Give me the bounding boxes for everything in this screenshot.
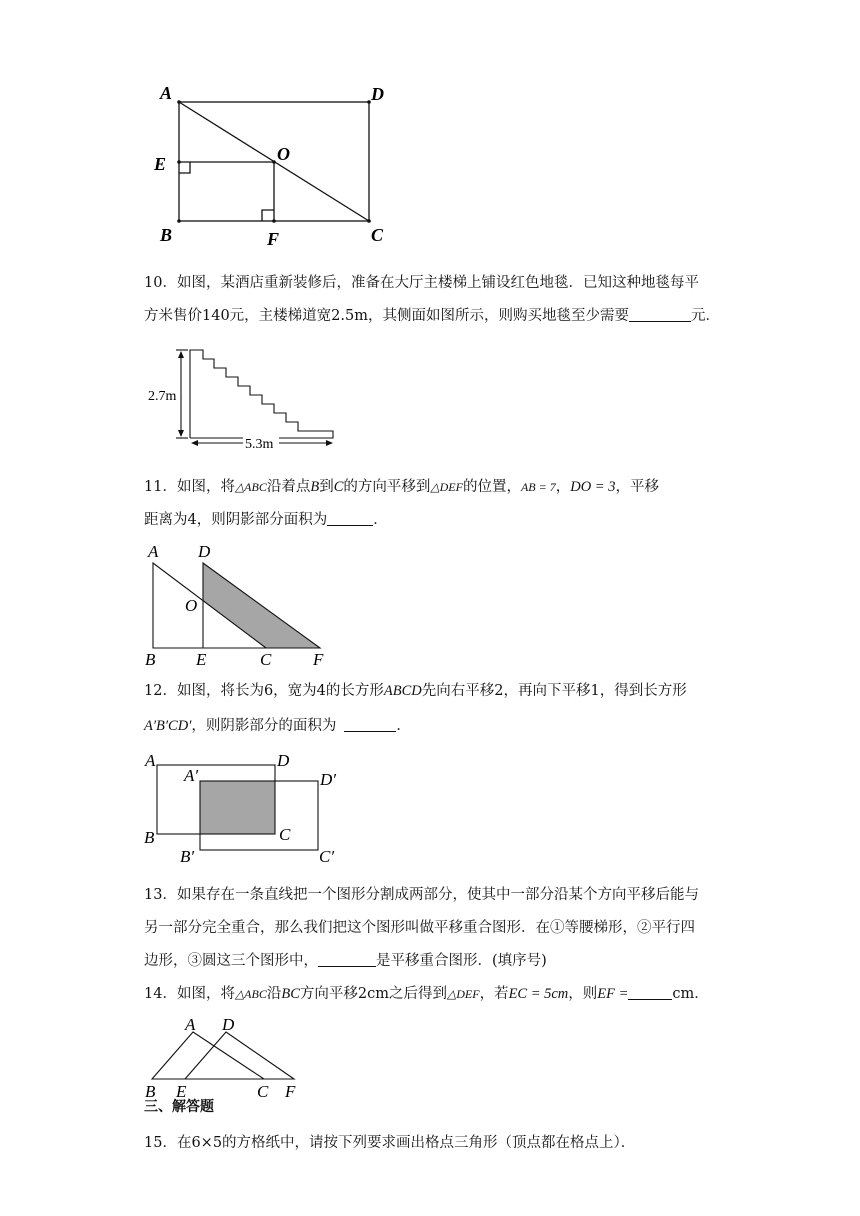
label-b: B: [144, 828, 155, 847]
label-c: C: [257, 1082, 269, 1101]
q14-line: 14．如图，将△ABC沿BC方向平移2cm之后得到△DEF，若EC = 5cm，则EF = cm．: [144, 986, 709, 1002]
q12-line1: 12．如图，将长为6，宽为4的长方形ABCD先向右平移2，再向下平移1，得到长方形: [144, 683, 687, 699]
label-o: O: [185, 596, 198, 615]
label-f: F: [285, 1082, 296, 1101]
q10-line1: 10．如图，某酒店重新装修后，准备在大厅主楼梯上铺设红色地毯．已知这种地毯每平: [144, 275, 699, 291]
label-e: E: [196, 650, 207, 669]
label-d-prime: D′: [320, 770, 336, 789]
label-d: D: [198, 542, 211, 561]
shaded-overlap: [200, 781, 275, 834]
label-c: C: [260, 650, 272, 669]
q10-line2: 方米售价140元，主楼梯道宽2.5m，其侧面如图所示，则购买地毯至少需要 元．: [144, 308, 720, 324]
q13-answer-blank[interactable]: [318, 952, 376, 967]
label-b: B: [145, 650, 156, 669]
label-b: B: [160, 225, 173, 245]
label-a: A: [145, 751, 156, 770]
segment-eof: [179, 162, 274, 221]
label-d: D: [277, 751, 290, 770]
label-e: E: [176, 1082, 187, 1101]
label-e: E: [154, 154, 167, 174]
stair-profile: [190, 350, 333, 438]
q13-line1: 13．如果存在一条直线把一个图形分割成两部分，使其中一部分沿某个方向平移后能与: [144, 887, 699, 903]
figure-shifted-triangles: [140, 1010, 310, 1102]
q11-line2: 距离为4，则阴影部分面积为 ．: [144, 512, 388, 528]
right-angle-e: [179, 162, 190, 173]
right-angle-f: [262, 210, 274, 221]
label-a: A: [148, 542, 159, 561]
q11-answer-blank[interactable]: [327, 511, 373, 526]
height-label: 2.7m: [148, 389, 177, 404]
q15-line: 15．在6×5的方格纸中，请按下列要求画出格点三角形（顶点都在格点上）．: [144, 1135, 636, 1151]
q12-answer-blank[interactable]: [344, 717, 396, 732]
label-a-prime: A′: [184, 766, 199, 785]
q10-answer-blank[interactable]: [629, 307, 691, 322]
q12-line2: A′B′CD′，则阴影部分的面积为 ．: [144, 718, 411, 734]
figure-rectangle-abcd: [150, 80, 400, 250]
figure-translated-rectangles: [140, 748, 355, 868]
triangle-abc: [152, 1032, 264, 1079]
label-f: F: [313, 650, 324, 669]
label-c-prime: C′: [319, 847, 335, 866]
label-c: C: [371, 225, 384, 245]
figure-staircase: [148, 343, 343, 448]
label-d: D: [222, 1015, 235, 1034]
triangle-def: [185, 1032, 294, 1079]
label-a: A: [185, 1015, 196, 1034]
section-heading: 三、解答题: [144, 1099, 214, 1115]
q13-line2: 另一部分完全重合，那么我们把这个图形叫做平移重合图形．在①等腰梯形，②平行四: [144, 920, 695, 936]
label-b: B: [145, 1082, 156, 1101]
label-o: O: [277, 144, 290, 164]
q14-answer-blank[interactable]: [628, 985, 672, 1000]
q13-line3: 边形，③圆这三个图形中， 是平移重合图形．(填序号): [144, 953, 547, 969]
label-f: F: [267, 229, 280, 249]
q11-line1: 11．如图，将△ABC沿着点B到C的方向平移到△DEF的位置，AB = 7，DO = 3，平移: [144, 479, 659, 495]
label-c: C: [279, 825, 291, 844]
label-b-prime: B′: [180, 847, 195, 866]
label-d: D: [371, 84, 384, 104]
figure-translated-triangles: [140, 538, 340, 670]
label-a: A: [160, 83, 173, 103]
width-label: 5.3m: [245, 437, 274, 448]
